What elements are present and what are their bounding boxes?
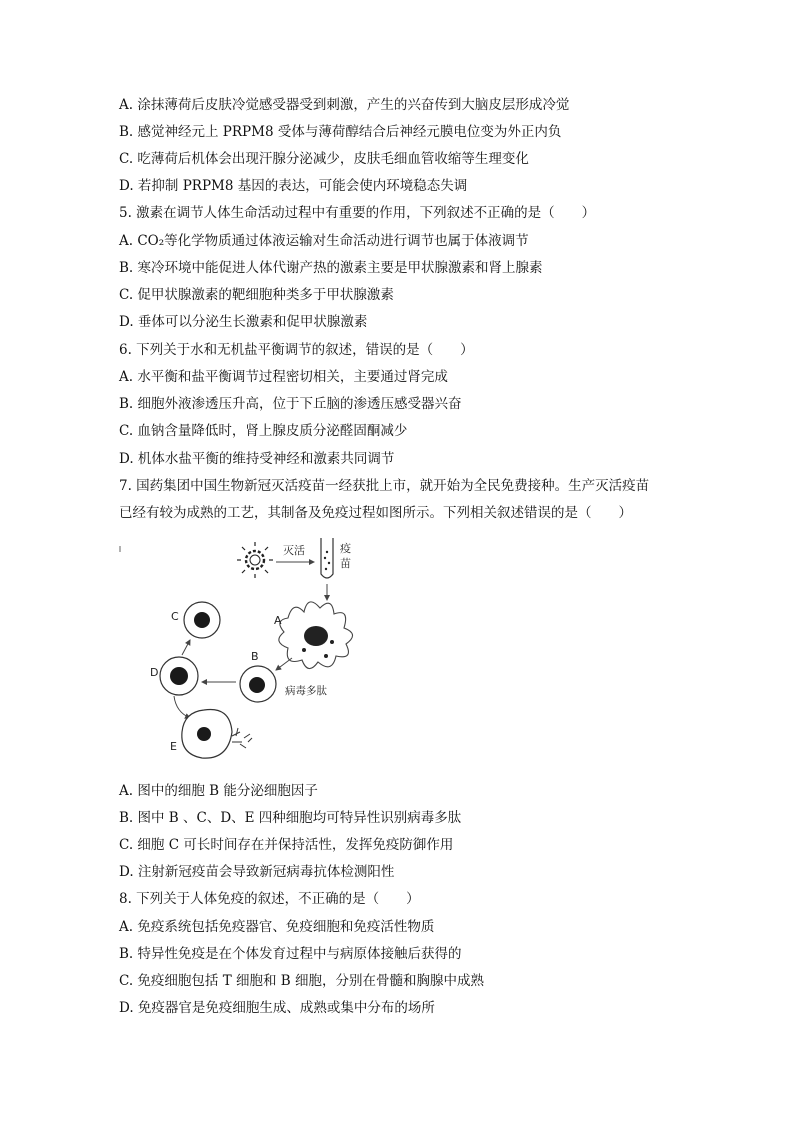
question-5: 5. 激素在调节人体生命活动过程中有重要的作用，下列叙述不正确的是（ ）	[119, 205, 596, 221]
cell-c	[184, 602, 220, 638]
option-8d: D. 免疫器官是免疫细胞生成、成熟或集中分布的场所	[119, 1000, 435, 1016]
option-6c: C. 血钠含量降低时，肾上腺皮质分泌醛固酮减少	[119, 423, 408, 439]
cell-a	[279, 602, 353, 669]
option-7a: A. 图中的细胞 B 能分泌细胞因子	[119, 783, 318, 799]
option-8b: B. 特异性免疫是在个体发育过程中与病原体接触后获得的	[119, 946, 462, 962]
vaccine-label-2: 苗	[340, 557, 351, 570]
vaccine-label-1: 疫	[340, 542, 351, 555]
vaccine-tube-icon	[321, 538, 333, 578]
option-6b: B. 细胞外液渗透压升高，位于下丘脑的渗透压感受器兴奋	[119, 396, 462, 412]
cell-e-label: E	[170, 740, 177, 753]
option-4d: D. 若抑制 PRPM8 基因的表达，可能会使内环境稳态失调	[119, 178, 468, 194]
cell-b-label: B	[251, 650, 259, 663]
option-6d: D. 机体水盐平衡的维持受神经和激素共同调节	[119, 451, 395, 467]
question-7-line1: 7. 国药集团中国生物新冠灭活疫苗一经获批上市，就开始为全民免费接种。生产灭活疫苗	[119, 478, 650, 494]
option-7b: B. 图中 B 、C、D、E 四种细胞均可特异性识别病毒多肽	[119, 810, 462, 826]
cell-b	[240, 666, 276, 702]
option-6a: A. 水平衡和盐平衡调节过程密切相关，主要通过肾完成	[119, 369, 448, 385]
a-to-b-arrow	[276, 658, 292, 670]
cell-d-label: D	[150, 666, 159, 679]
inactivation-label: 灭活	[283, 544, 305, 557]
option-7c: C. 细胞 C 可长时间存在并保持活性，发挥免疫防御作用	[119, 837, 454, 853]
option-8a: A. 免疫系统包括免疫器官、免疫细胞和免疫活性物质	[119, 919, 435, 935]
question-6: 6. 下列关于水和无机盐平衡调节的叙述，错误的是（ ）	[119, 342, 474, 358]
cell-e	[182, 709, 252, 758]
question-7-line2: 已经有较为成熟的工艺，其制备及免疫过程如图所示。下列相关叙述错误的是（ ）	[119, 505, 632, 521]
option-5a: A. CO₂等化学物质通过体液运输对生命活动进行调节也属于体液调节	[119, 233, 529, 249]
d-to-e-arrow	[174, 696, 190, 718]
immune-process-figure	[118, 538, 368, 770]
option-5c: C. 促甲状腺激素的靶细胞种类多于甲状腺激素	[119, 287, 394, 303]
option-7d: D. 注射新冠疫苗会导致新冠病毒抗体检测阳性	[119, 864, 395, 880]
option-4c: C. 吃薄荷后机体会出现汗腺分泌减少，皮肤毛细血管收缩等生理变化	[119, 151, 529, 167]
question-8: 8. 下列关于人体免疫的叙述，不正确的是（ ）	[119, 891, 420, 907]
virus-icon	[237, 542, 273, 578]
option-4b: B. 感觉神经元上 PRPM8 受体与薄荷醇结合后神经元膜电位变为外正内负	[119, 124, 562, 140]
option-4a: A. 涂抹薄荷后皮肤冷觉感受器受到刺激，产生的兴奋传到大脑皮层形成冷觉	[119, 97, 570, 113]
cell-d	[160, 657, 198, 695]
cell-c-label: C	[171, 610, 179, 623]
option-8c: C. 免疫细胞包括 T 细胞和 B 细胞，分别在骨髓和胸腺中成熟	[119, 973, 485, 989]
d-to-c-arrow	[182, 640, 190, 655]
peptide-label: 病毒多肽	[285, 685, 327, 697]
option-5d: D. 垂体可以分泌生长激素和促甲状腺激素	[119, 314, 368, 330]
cell-a-label: A	[274, 614, 282, 627]
option-5b: B. 寒冷环境中能促进人体代谢产热的激素主要是甲状腺激素和肾上腺素	[119, 260, 543, 276]
